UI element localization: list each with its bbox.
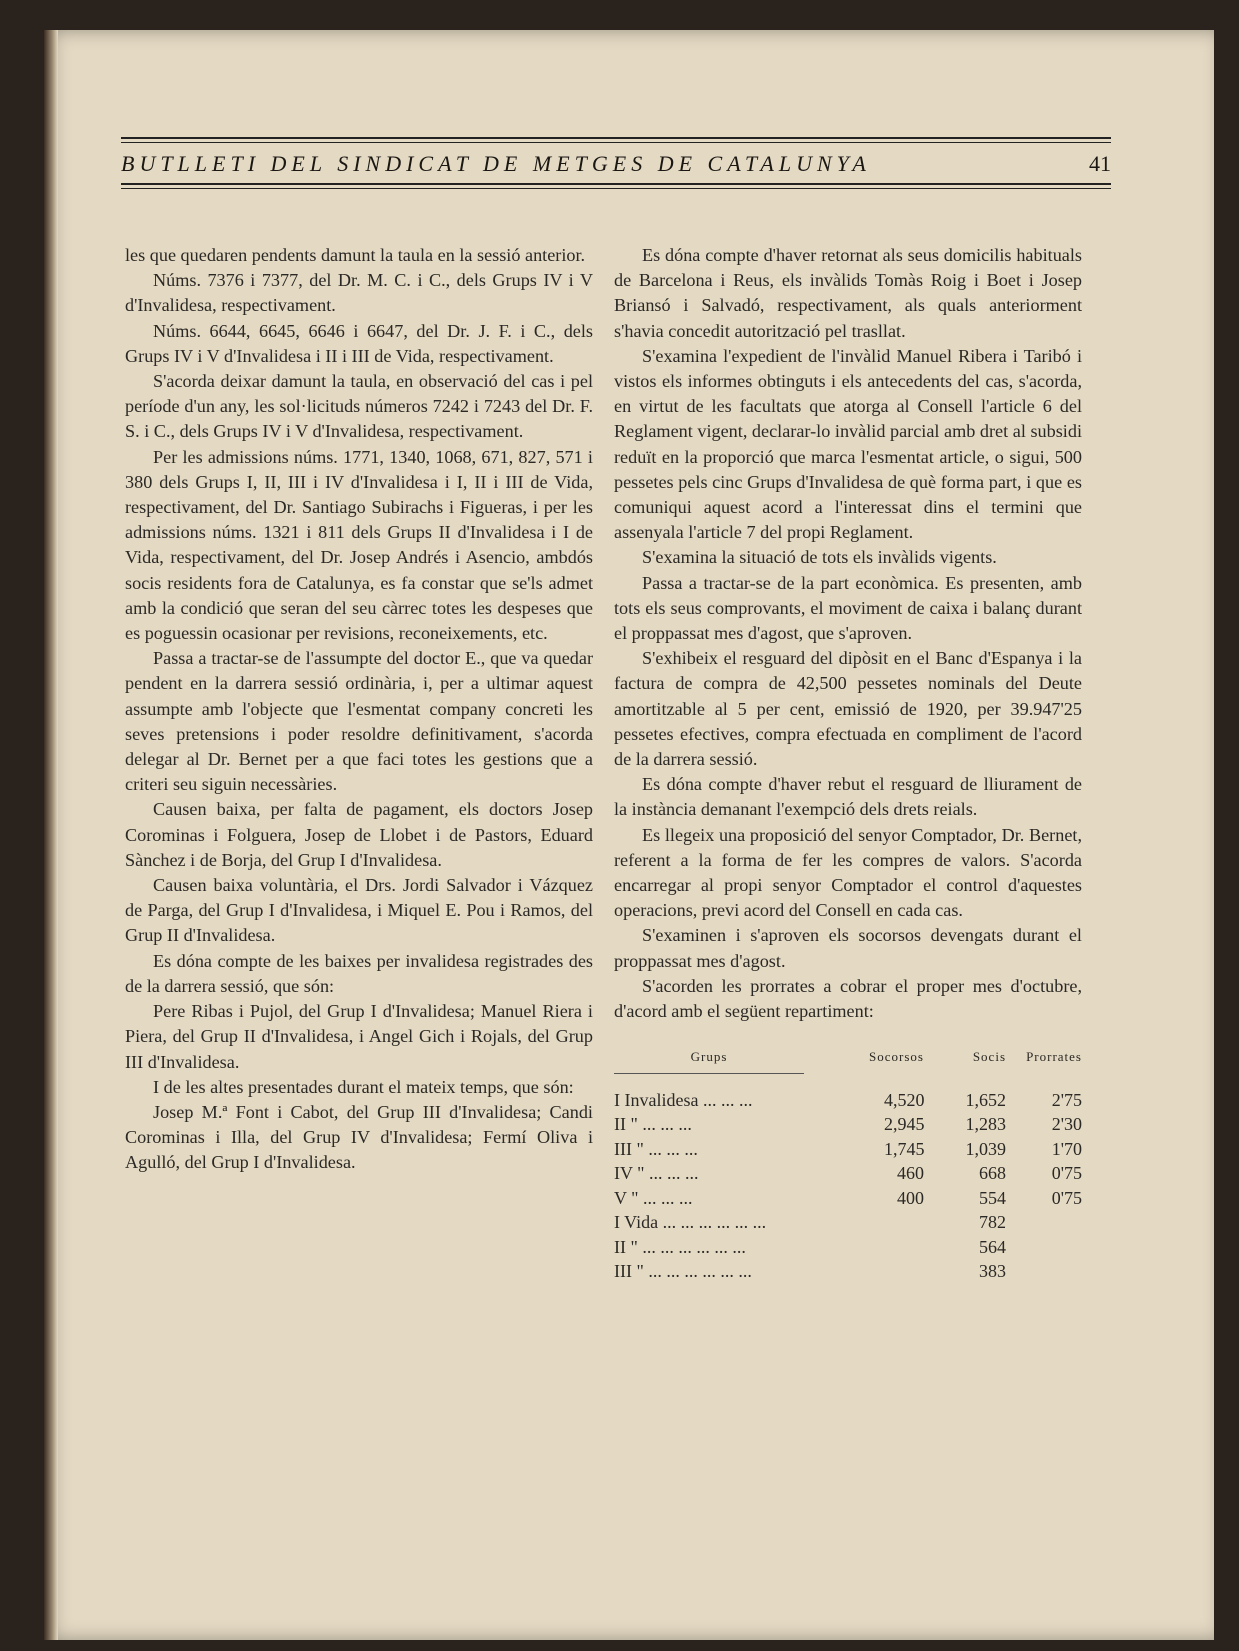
table-row [614, 1186, 1082, 1211]
table-row [614, 1235, 1082, 1260]
cell-socis: 1,652 [965, 1089, 1006, 1110]
cell-prorrates: 2'75 [1051, 1089, 1082, 1110]
cell-group: IV " ... ... ... [614, 1163, 699, 1183]
paragraph: Causen baixa voluntària, el Drs. Jordi Salvador i Vázquez de Parga, del Grup I d'Invalidesa, i Miquel E. Pou i Ramos, del Grup II d'Invalidesa. [125, 875, 593, 946]
cell-socis: 1,283 [965, 1114, 1006, 1134]
cell-group: I Invalidesa ... ... ... [614, 1089, 753, 1110]
table-row [614, 1259, 1082, 1284]
cell-prorrates: 0'75 [1051, 1163, 1082, 1183]
cell-socis: 564 [979, 1236, 1006, 1257]
left-column [125, 243, 593, 1176]
table-row [614, 1210, 1082, 1235]
paragraph: S'examinen i s'aproven els socorsos devengats durant el proppassat mes d'agost. [614, 925, 1082, 971]
cell-group: I Vida ... ... ... ... ... ... [614, 1212, 767, 1232]
column-header-socis: Socis [972, 1049, 1006, 1065]
table-row [614, 1137, 1082, 1162]
cell-socis: 668 [979, 1163, 1006, 1183]
cell-socorsos: 2,945 [884, 1114, 925, 1134]
journal-title: BUTLLETI DEL SINDICAT DE METGES DE CATALUNYA [121, 151, 871, 176]
paragraph: Núms. 7376 i 7377, del Dr. M. C. i C., dels Grups IV i V d'Invalidesa, respectivament. [125, 270, 593, 316]
header-rule-bottom [121, 183, 1111, 189]
table-header [614, 1044, 1082, 1073]
paragraph: Pere Ribas i Pujol, del Grup I d'Invalidesa; Manuel Riera i Piera, del Grup II d'Invalidesa, i Angel Gich i Rojals, del Grup III d'Invalidesa. [125, 1001, 593, 1072]
column-header-grups: Grups [614, 1044, 804, 1073]
paragraph: Per les admissions núms. 1771, 1340, 1068, 671, 827, 571 i 380 dels Grups I, II, III i IV d'Invalidesa i I, II i III de Vida, respectivament, del Dr. Santiago Subirachs i Figueras, i per les admissions núms. 1321 i 811 dels Grups II d'Invalidesa i I de Vida, respectivament, del Dr. Josep Andrés i Asencio, ambdós socis residents fora de Catalunya, es fa constar que se'ls admet amb la condició que seran del seu càrrec totes les despeses que es poguessin ocasionar per revisions, reconeixements, etc. [125, 446, 593, 644]
paragraph: Núms. 6644, 6645, 6646 i 6647, del Dr. J. F. i C., dels Grups IV i V d'Invalidesa i II i III de Vida, respectivament. [125, 320, 593, 366]
cell-socis: 383 [979, 1261, 1006, 1281]
cell-socis: 1,039 [965, 1138, 1006, 1159]
cell-socorsos: 460 [897, 1163, 924, 1183]
book-page [44, 30, 1214, 1640]
cell-group: V " ... ... ... [614, 1187, 693, 1208]
paragraph: Causen baixa, per falta de pagament, els doctors Josep Corominas i Folguera, Josep de Llobet i de Pastors, Eduard Sànchez i de Borja, del Grup I d'Invalidesa. [125, 799, 593, 870]
cell-prorrates: 1'70 [1051, 1138, 1082, 1159]
cell-socorsos: 4,520 [884, 1089, 925, 1110]
paragraph: S'examina la situació de tots els invàlids vigents. [642, 547, 997, 568]
paragraph: Passa a tractar-se de la part econòmica. Es presenten, amb tots els seus comprovants, el moviment de caixa i balanç durant el proppassat mes d'agost, que s'aproven. [614, 572, 1082, 644]
column-header-prorrates: Prorrates [1026, 1049, 1082, 1065]
paragraph: Es dóna compte de les baixes per invalidesa registrades des de la darrera sessió, que són: [125, 950, 593, 996]
cell-group: III " ... ... ... [614, 1138, 698, 1159]
paragraph: Es dóna compte d'haver rebut el resguard de lliurament de la instància demanant l'exempció dels drets reials. [614, 774, 1082, 820]
paragraph: Es llegeix una proposició del senyor Comptador, Dr. Bernet, referent a la forma de fer les compres de valors. S'acorda encarregar al propi senyor Comptador el control d'aquestes operacions, previ acord del Consell en cada cas. [614, 824, 1082, 921]
table-row [614, 1161, 1082, 1186]
page-spine-shadow [44, 30, 58, 1640]
cell-socorsos: 1,745 [884, 1138, 925, 1159]
paragraph: S'acorden les prorrates a cobrar el proper mes d'octubre, d'acord amb el següent repartiment: [614, 975, 1082, 1022]
paragraph: Josep M.ª Font i Cabot, del Grup III d'Invalidesa; Candi Corominas i Illa, del Grup IV d'Invalidesa; Fermí Oliva i Agulló, del Grup I d'Invalidesa. [125, 1101, 593, 1173]
cell-group: II " ... ... ... ... ... ... [614, 1236, 746, 1257]
paragraph: I de les altes presentades durant el mateix temps, que són: [153, 1076, 574, 1097]
table-row [614, 1112, 1082, 1137]
cell-socis: 782 [979, 1212, 1006, 1232]
cell-group: III " ... ... ... ... ... ... [614, 1261, 752, 1281]
cell-prorrates: 2'30 [1051, 1114, 1082, 1134]
cell-socorsos: 400 [897, 1187, 924, 1208]
paragraph: Es dóna compte d'haver retornat als seus domicilis habituals de Barcelona i Reus, els invàlids Tomàs Roig i Boet i Josep Briansó i Salvadó, respectivament, als quals anteriorment s'havia concedit autorització pel trasllat. [614, 245, 1082, 341]
header-rule-top [121, 137, 1111, 143]
cell-prorrates: 0'75 [1051, 1187, 1082, 1208]
paragraph: S'exhibeix el resguard del dipòsit en el Banc d'Espanya i la factura de compra de 42,500 pessetes nominals del Deute amortitzable al 5 per cent, emissió de 1920, per 39.947'25 pessetes efectives, compra efectuada en compliment de l'acord de la darrera sessió. [614, 648, 1082, 770]
cell-group: II " ... ... ... [614, 1114, 692, 1134]
cell-socis: 554 [979, 1187, 1006, 1208]
running-header [121, 137, 1111, 189]
right-column [614, 243, 1082, 1284]
paragraph: les que quedaren pendents damunt la taula en la sessió anterior. [125, 245, 586, 265]
table-row [614, 1088, 1082, 1113]
paragraph: Passa a tractar-se de l'assumpte del doctor E., que va quedar pendent en la darrera sessió ordinària, i, per a ultimar aquest assumpte amb l'objecte que l'esmentat company concreti les seves pretensions i poder resoldre definitivament, s'acorda delegar al Dr. Bernet per a que faci totes les gestions que a criteri seu siguin necessàries. [125, 648, 593, 795]
page-number: 41 [1089, 151, 1111, 176]
column-header-socorsos: Socorsos [869, 1049, 924, 1065]
paragraph: S'acorda deixar damunt la taula, en observació del cas i pel període d'un any, les sol·licituds números 7242 i 7243 del Dr. F. S. i C., dels Grups IV i V d'Invalidesa, respectivament. [125, 371, 593, 442]
prorrates-table [614, 1044, 1082, 1283]
paragraph: S'examina l'expedient de l'invàlid Manuel Ribera i Taribó i vistos els informes obtinguts i els antecedents del cas, s'acorda, en virtut de les facultats que atorga al Consell l'article 6 del Reglament vigent, declarar-lo invàlid parcial amb dret al subsidi reduït en la proporció que marca l'esmentat article, o sigui, 500 pessetes pels cinc Grups d'Invalidesa de què forma part, i que es comuniqui aquest acord a l'interessat dins el termini que assenyala l'article 7 del propi Reglament. [614, 345, 1082, 543]
